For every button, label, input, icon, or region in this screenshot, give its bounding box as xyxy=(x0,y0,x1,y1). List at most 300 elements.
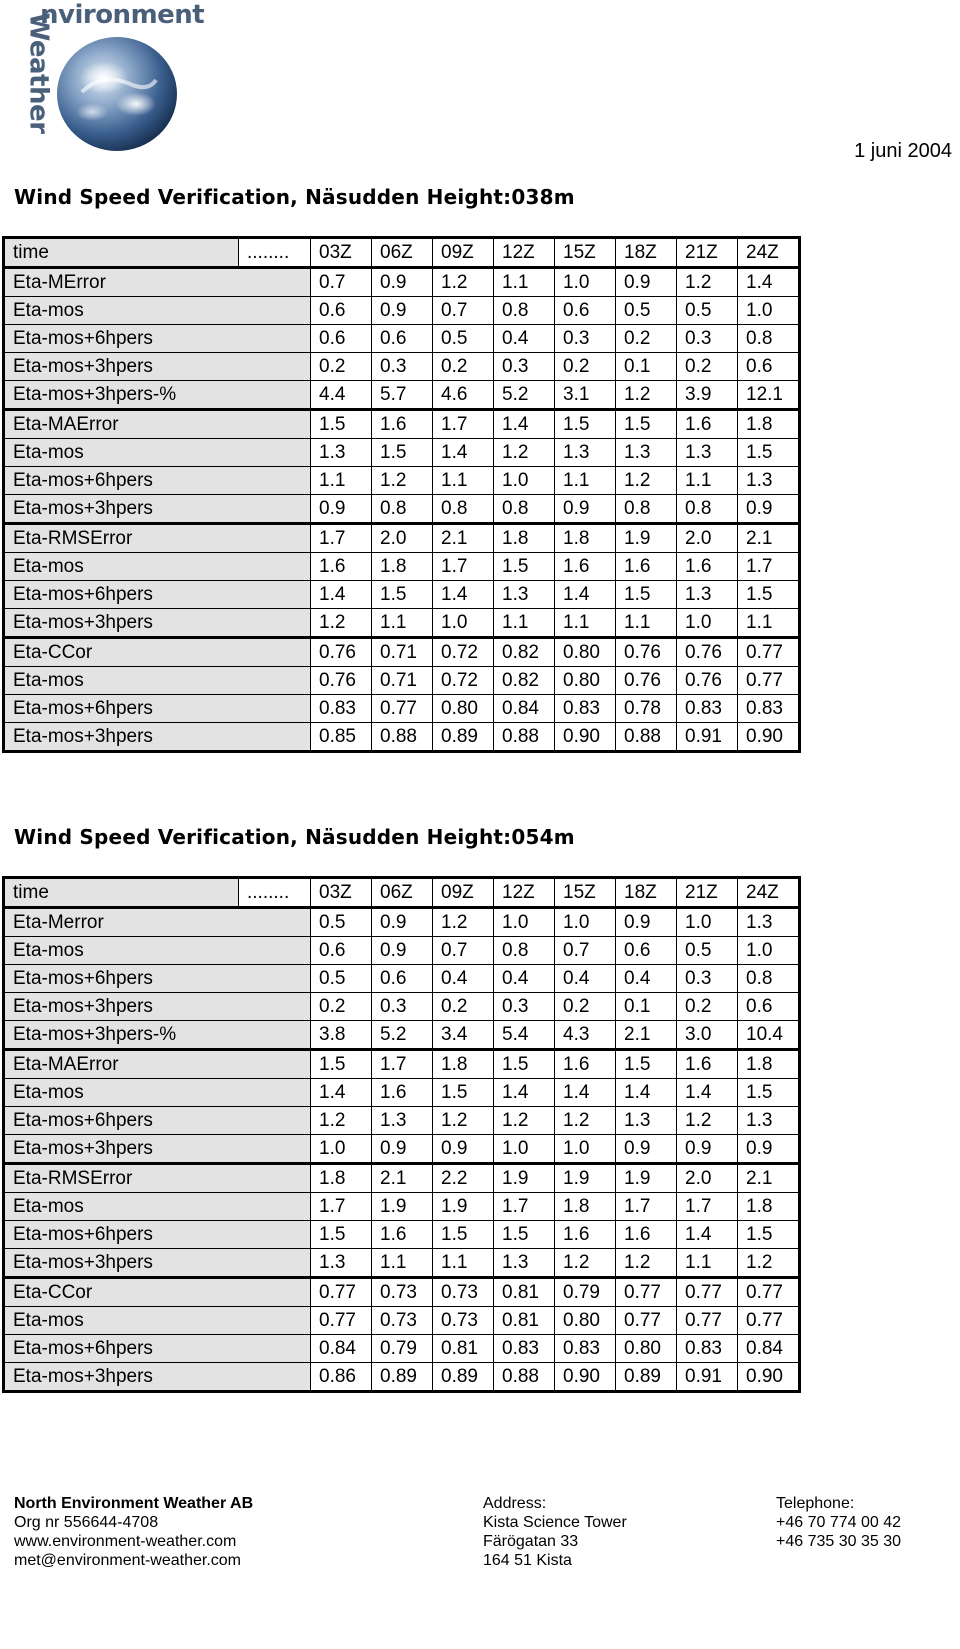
value-cell: 0.84 xyxy=(494,695,555,723)
value-cell: 1.7 xyxy=(738,553,800,581)
value-cell: 0.73 xyxy=(372,1307,433,1335)
value-cell: 5.7 xyxy=(372,381,433,410)
value-cell: 0.2 xyxy=(616,325,677,353)
value-cell: 0.9 xyxy=(677,1135,738,1164)
value-cell: 0.9 xyxy=(372,1135,433,1164)
table-row xyxy=(4,723,800,752)
value-cell: 1.6 xyxy=(555,553,616,581)
value-cell: 0.83 xyxy=(677,695,738,723)
row-label: Eta-MAError xyxy=(4,1050,311,1079)
value-cell: 0.73 xyxy=(433,1307,494,1335)
value-cell: 0.8 xyxy=(616,495,677,524)
value-cell: 3.1 xyxy=(555,381,616,410)
value-cell: 1.3 xyxy=(616,1107,677,1135)
telephone-label: Telephone: xyxy=(776,1495,855,1512)
value-cell: 10.4 xyxy=(738,1021,800,1050)
value-cell: 1.5 xyxy=(555,410,616,439)
value-cell: 0.2 xyxy=(433,353,494,381)
row-label: Eta-mos+3hpers xyxy=(4,993,311,1021)
row-label: Eta-mos xyxy=(4,297,311,325)
value-cell: 0.6 xyxy=(311,297,372,325)
value-cell: 2.1 xyxy=(738,524,800,553)
row-label: Eta-MAError xyxy=(4,410,311,439)
value-cell: 0.8 xyxy=(494,297,555,325)
value-cell: 1.6 xyxy=(555,1221,616,1249)
row-label: Eta-mos+3hpers-% xyxy=(4,381,311,410)
value-cell: 2.1 xyxy=(372,1164,433,1193)
value-cell: 1.5 xyxy=(433,1221,494,1249)
row-label: Eta-mos xyxy=(4,1079,311,1107)
value-cell: 0.8 xyxy=(494,937,555,965)
value-cell: 1.3 xyxy=(738,908,800,937)
value-cell: 1.4 xyxy=(494,410,555,439)
value-cell: 0.3 xyxy=(494,993,555,1021)
value-cell: 0.2 xyxy=(311,353,372,381)
value-cell: 1.9 xyxy=(494,1164,555,1193)
value-cell: 0.73 xyxy=(372,1278,433,1307)
value-cell: 1.3 xyxy=(311,1249,372,1278)
value-cell: 0.6 xyxy=(372,965,433,993)
value-cell: 1.3 xyxy=(555,439,616,467)
value-cell: 1.0 xyxy=(738,937,800,965)
value-cell: 0.91 xyxy=(677,1363,738,1392)
value-cell: 0.76 xyxy=(311,667,372,695)
value-cell: 0.88 xyxy=(494,1363,555,1392)
value-cell: 1.6 xyxy=(677,553,738,581)
value-cell: 1.2 xyxy=(433,268,494,297)
table-row xyxy=(4,325,800,353)
value-cell: 3.4 xyxy=(433,1021,494,1050)
table-row xyxy=(4,908,800,937)
value-cell: 0.77 xyxy=(311,1307,372,1335)
value-cell: 0.83 xyxy=(677,1335,738,1363)
header-cell-hour: 15Z xyxy=(555,878,616,908)
value-cell: 0.4 xyxy=(494,965,555,993)
row-label: Eta-RMSError xyxy=(4,524,311,553)
table-row xyxy=(4,695,800,723)
header-cell-hour: 24Z xyxy=(738,878,800,908)
row-label: Eta-mos+6hpers xyxy=(4,695,311,723)
value-cell: 0.81 xyxy=(433,1335,494,1363)
value-cell: 1.8 xyxy=(738,1050,800,1079)
value-cell: 1.1 xyxy=(433,467,494,495)
value-cell: 3.0 xyxy=(677,1021,738,1050)
value-cell: 0.9 xyxy=(372,908,433,937)
value-cell: 0.4 xyxy=(433,965,494,993)
value-cell: 0.81 xyxy=(494,1307,555,1335)
value-cell: 1.0 xyxy=(494,467,555,495)
value-cell: 1.2 xyxy=(616,1249,677,1278)
value-cell: 0.77 xyxy=(738,1307,800,1335)
value-cell: 1.5 xyxy=(616,410,677,439)
document-date: 1 juni 2004 xyxy=(854,140,952,162)
value-cell: 0.89 xyxy=(433,1363,494,1392)
table-row xyxy=(4,1021,800,1050)
value-cell: 1.0 xyxy=(677,609,738,638)
value-cell: 0.89 xyxy=(433,723,494,752)
value-cell: 1.5 xyxy=(372,439,433,467)
value-cell: 0.8 xyxy=(372,495,433,524)
table-row xyxy=(4,297,800,325)
table-row xyxy=(4,1107,800,1135)
table-row xyxy=(4,937,800,965)
value-cell: 0.2 xyxy=(677,353,738,381)
value-cell: 0.8 xyxy=(433,495,494,524)
value-cell: 1.4 xyxy=(555,581,616,609)
value-cell: 0.9 xyxy=(738,1135,800,1164)
value-cell: 0.8 xyxy=(738,965,800,993)
value-cell: 0.7 xyxy=(433,937,494,965)
value-cell: 0.4 xyxy=(616,965,677,993)
value-cell: 0.71 xyxy=(372,638,433,667)
value-cell: 1.5 xyxy=(738,1079,800,1107)
value-cell: 0.76 xyxy=(677,638,738,667)
table-row xyxy=(4,609,800,638)
row-label: Eta-mos+6hpers xyxy=(4,1107,311,1135)
value-cell: 0.9 xyxy=(738,495,800,524)
value-cell: 1.3 xyxy=(616,439,677,467)
verification-table-038m xyxy=(2,236,801,753)
value-cell: 0.9 xyxy=(616,908,677,937)
value-cell: 4.4 xyxy=(311,381,372,410)
row-label: Eta-mos+6hpers xyxy=(4,1335,311,1363)
value-cell: 1.5 xyxy=(372,581,433,609)
value-cell: 1.8 xyxy=(494,524,555,553)
value-cell: 0.80 xyxy=(555,667,616,695)
value-cell: 0.6 xyxy=(311,325,372,353)
value-cell: 1.1 xyxy=(555,467,616,495)
row-label: Eta-mos xyxy=(4,667,311,695)
value-cell: 0.80 xyxy=(555,638,616,667)
row-label: Eta-mos+3hpers xyxy=(4,723,311,752)
table-row xyxy=(4,553,800,581)
value-cell: 0.9 xyxy=(372,937,433,965)
value-cell: 1.8 xyxy=(372,553,433,581)
address-line: Färögatan 33 xyxy=(483,1533,579,1550)
value-cell: 1.4 xyxy=(677,1221,738,1249)
value-cell: 1.5 xyxy=(738,581,800,609)
value-cell: 1.1 xyxy=(372,609,433,638)
row-label: Eta-Merror xyxy=(4,908,311,937)
value-cell: 0.83 xyxy=(311,695,372,723)
value-cell: 0.81 xyxy=(494,1278,555,1307)
value-cell: 2.1 xyxy=(738,1164,800,1193)
header-cell-time: time xyxy=(4,238,239,268)
value-cell: 0.71 xyxy=(372,667,433,695)
table-row xyxy=(4,467,800,495)
value-cell: 1.4 xyxy=(311,1079,372,1107)
value-cell: 0.77 xyxy=(616,1278,677,1307)
value-cell: 0.9 xyxy=(433,1135,494,1164)
value-cell: 1.7 xyxy=(311,524,372,553)
row-label: Eta-mos+3hpers xyxy=(4,609,311,638)
value-cell: 1.5 xyxy=(494,1050,555,1079)
header-cell-dots: ........ xyxy=(239,878,311,908)
value-cell: 0.3 xyxy=(555,325,616,353)
value-cell: 0.2 xyxy=(555,993,616,1021)
value-cell: 1.0 xyxy=(433,609,494,638)
value-cell: 1.6 xyxy=(372,410,433,439)
value-cell: 1.5 xyxy=(311,410,372,439)
table-row xyxy=(4,1307,800,1335)
row-label: Eta-mos xyxy=(4,1307,311,1335)
value-cell: 0.80 xyxy=(616,1335,677,1363)
value-cell: 1.2 xyxy=(738,1249,800,1278)
value-cell: 0.79 xyxy=(555,1278,616,1307)
table-row xyxy=(4,410,800,439)
table-row xyxy=(4,439,800,467)
value-cell: 1.1 xyxy=(616,609,677,638)
value-cell: 1.7 xyxy=(677,1193,738,1221)
value-cell: 1.2 xyxy=(494,1107,555,1135)
footer-address xyxy=(483,1494,627,1570)
value-cell: 1.3 xyxy=(677,581,738,609)
value-cell: 1.5 xyxy=(616,1050,677,1079)
value-cell: 0.3 xyxy=(494,353,555,381)
value-cell: 1.3 xyxy=(677,439,738,467)
value-cell: 0.77 xyxy=(738,638,800,667)
row-label: Eta-mos xyxy=(4,553,311,581)
value-cell: 1.8 xyxy=(555,1193,616,1221)
value-cell: 0.88 xyxy=(494,723,555,752)
value-cell: 1.2 xyxy=(555,1107,616,1135)
value-cell: 1.1 xyxy=(677,467,738,495)
row-label: Eta-mos xyxy=(4,439,311,467)
value-cell: 0.86 xyxy=(311,1363,372,1392)
value-cell: 1.1 xyxy=(433,1249,494,1278)
value-cell: 0.72 xyxy=(433,638,494,667)
value-cell: 1.1 xyxy=(372,1249,433,1278)
value-cell: 1.5 xyxy=(494,1221,555,1249)
table-row xyxy=(4,581,800,609)
value-cell: 0.6 xyxy=(311,937,372,965)
table-row xyxy=(4,1164,800,1193)
header-cell-time: time xyxy=(4,878,239,908)
header-cell-hour: 12Z xyxy=(494,238,555,268)
value-cell: 0.85 xyxy=(311,723,372,752)
value-cell: 0.83 xyxy=(555,695,616,723)
value-cell: 2.2 xyxy=(433,1164,494,1193)
table-row xyxy=(4,353,800,381)
table-row xyxy=(4,1278,800,1307)
row-label: Eta-mos+3hpers-% xyxy=(4,1021,311,1050)
value-cell: 5.2 xyxy=(372,1021,433,1050)
value-cell: 0.80 xyxy=(555,1307,616,1335)
value-cell: 0.89 xyxy=(616,1363,677,1392)
telephone-number: +46 70 774 00 42 xyxy=(776,1514,902,1531)
value-cell: 0.8 xyxy=(494,495,555,524)
value-cell: 0.77 xyxy=(677,1307,738,1335)
value-cell: 1.3 xyxy=(494,1249,555,1278)
footer-company xyxy=(14,1494,253,1570)
value-cell: 0.6 xyxy=(738,993,800,1021)
row-label: Eta-mos+6hpers xyxy=(4,467,311,495)
value-cell: 0.9 xyxy=(311,495,372,524)
row-label: Eta-mos+6hpers xyxy=(4,965,311,993)
value-cell: 1.0 xyxy=(311,1135,372,1164)
value-cell: 0.9 xyxy=(372,297,433,325)
value-cell: 0.76 xyxy=(677,667,738,695)
value-cell: 0.6 xyxy=(738,353,800,381)
table-row xyxy=(4,1050,800,1079)
value-cell: 0.88 xyxy=(616,723,677,752)
value-cell: 1.8 xyxy=(738,410,800,439)
value-cell: 0.9 xyxy=(616,268,677,297)
row-label: Eta-CCor xyxy=(4,638,311,667)
address-label: Address: xyxy=(483,1495,547,1512)
header-cell-hour: 06Z xyxy=(372,878,433,908)
value-cell: 0.5 xyxy=(311,908,372,937)
value-cell: 0.89 xyxy=(372,1363,433,1392)
value-cell: 1.6 xyxy=(616,553,677,581)
value-cell: 0.76 xyxy=(311,638,372,667)
value-cell: 0.8 xyxy=(738,325,800,353)
logo-word-top: nvironment xyxy=(40,0,205,30)
value-cell: 1.6 xyxy=(372,1079,433,1107)
row-label: Eta-mos+3hpers xyxy=(4,1249,311,1278)
row-label: Eta-mos+3hpers xyxy=(4,1135,311,1164)
header-cell-hour: 03Z xyxy=(311,878,372,908)
address-line: 164 51 Kista xyxy=(483,1552,572,1569)
value-cell: 0.77 xyxy=(311,1278,372,1307)
address-line: Kista Science Tower xyxy=(483,1514,627,1531)
value-cell: 0.76 xyxy=(616,667,677,695)
value-cell: 0.78 xyxy=(616,695,677,723)
value-cell: 0.5 xyxy=(616,297,677,325)
value-cell: 0.72 xyxy=(433,667,494,695)
company-logo xyxy=(12,0,205,150)
value-cell: 1.2 xyxy=(311,609,372,638)
table-row xyxy=(4,524,800,553)
value-cell: 1.9 xyxy=(433,1193,494,1221)
value-cell: 1.9 xyxy=(372,1193,433,1221)
value-cell: 1.9 xyxy=(616,524,677,553)
table-row xyxy=(4,638,800,667)
table-row xyxy=(4,993,800,1021)
value-cell: 1.6 xyxy=(311,553,372,581)
value-cell: 0.3 xyxy=(677,325,738,353)
value-cell: 0.1 xyxy=(616,353,677,381)
header-cell-hour: 21Z xyxy=(677,238,738,268)
value-cell: 12.1 xyxy=(738,381,800,410)
value-cell: 1.4 xyxy=(555,1079,616,1107)
logo-word-side: Weather xyxy=(23,12,54,134)
value-cell: 1.7 xyxy=(494,1193,555,1221)
value-cell: 1.3 xyxy=(372,1107,433,1135)
value-cell: 0.84 xyxy=(311,1335,372,1363)
value-cell: 1.0 xyxy=(555,908,616,937)
value-cell: 1.2 xyxy=(677,268,738,297)
value-cell: 0.79 xyxy=(372,1335,433,1363)
value-cell: 1.1 xyxy=(311,467,372,495)
table-row xyxy=(4,1193,800,1221)
verification-table-054m xyxy=(2,876,801,1393)
table-row xyxy=(4,1135,800,1164)
value-cell: 1.4 xyxy=(738,268,800,297)
value-cell: 0.6 xyxy=(372,325,433,353)
value-cell: 1.4 xyxy=(433,581,494,609)
value-cell: 0.91 xyxy=(677,723,738,752)
table-row xyxy=(4,1335,800,1363)
value-cell: 0.8 xyxy=(677,495,738,524)
value-cell: 1.2 xyxy=(616,467,677,495)
value-cell: 0.82 xyxy=(494,638,555,667)
value-cell: 1.0 xyxy=(494,908,555,937)
value-cell: 0.6 xyxy=(616,937,677,965)
value-cell: 0.3 xyxy=(372,993,433,1021)
value-cell: 0.77 xyxy=(372,695,433,723)
value-cell: 1.2 xyxy=(433,1107,494,1135)
website-link[interactable]: www.environment-weather.com xyxy=(14,1533,237,1550)
value-cell: 2.0 xyxy=(677,524,738,553)
value-cell: 1.1 xyxy=(738,609,800,638)
table-title-054m: Wind Speed Verification, Näsudden Height:054m xyxy=(14,825,575,849)
value-cell: 0.1 xyxy=(616,993,677,1021)
value-cell: 1.3 xyxy=(738,467,800,495)
value-cell: 0.88 xyxy=(372,723,433,752)
row-label: Eta-MError xyxy=(4,268,311,297)
value-cell: 2.0 xyxy=(372,524,433,553)
value-cell: 0.77 xyxy=(738,1278,800,1307)
table-row xyxy=(4,268,800,297)
value-cell: 0.84 xyxy=(738,1335,800,1363)
value-cell: 0.5 xyxy=(677,937,738,965)
value-cell: 1.7 xyxy=(433,410,494,439)
table-row xyxy=(4,667,800,695)
value-cell: 1.7 xyxy=(616,1193,677,1221)
value-cell: 1.0 xyxy=(555,268,616,297)
value-cell: 1.5 xyxy=(433,1079,494,1107)
value-cell: 1.5 xyxy=(311,1221,372,1249)
value-cell: 0.9 xyxy=(616,1135,677,1164)
value-cell: 1.0 xyxy=(555,1135,616,1164)
value-cell: 1.2 xyxy=(555,1249,616,1278)
value-cell: 0.2 xyxy=(555,353,616,381)
value-cell: 0.3 xyxy=(677,965,738,993)
value-cell: 0.7 xyxy=(311,268,372,297)
value-cell: 0.76 xyxy=(616,638,677,667)
value-cell: 1.6 xyxy=(372,1221,433,1249)
value-cell: 1.2 xyxy=(677,1107,738,1135)
header-cell-hour: 15Z xyxy=(555,238,616,268)
value-cell: 1.8 xyxy=(433,1050,494,1079)
value-cell: 1.6 xyxy=(677,410,738,439)
value-cell: 1.4 xyxy=(433,439,494,467)
header-cell-hour: 06Z xyxy=(372,238,433,268)
value-cell: 0.6 xyxy=(555,297,616,325)
value-cell: 1.4 xyxy=(311,581,372,609)
value-cell: 1.1 xyxy=(494,609,555,638)
row-label: Eta-mos+3hpers xyxy=(4,495,311,524)
value-cell: 0.90 xyxy=(738,723,800,752)
header-cell-hour: 12Z xyxy=(494,878,555,908)
org-number: Org nr 556644-4708 xyxy=(14,1514,159,1531)
value-cell: 1.9 xyxy=(616,1164,677,1193)
value-cell: 5.4 xyxy=(494,1021,555,1050)
email-link[interactable]: met@environment-weather.com xyxy=(14,1552,241,1569)
value-cell: 1.7 xyxy=(433,553,494,581)
table-header-row xyxy=(4,238,800,268)
value-cell: 0.5 xyxy=(311,965,372,993)
value-cell: 3.8 xyxy=(311,1021,372,1050)
value-cell: 1.0 xyxy=(677,908,738,937)
table-title-038m: Wind Speed Verification, Näsudden Height:038m xyxy=(14,185,575,209)
telephone-number: +46 735 30 35 30 xyxy=(776,1533,902,1550)
value-cell: 0.73 xyxy=(433,1278,494,1307)
value-cell: 1.6 xyxy=(616,1221,677,1249)
value-cell: 0.80 xyxy=(433,695,494,723)
header-cell-hour: 03Z xyxy=(311,238,372,268)
